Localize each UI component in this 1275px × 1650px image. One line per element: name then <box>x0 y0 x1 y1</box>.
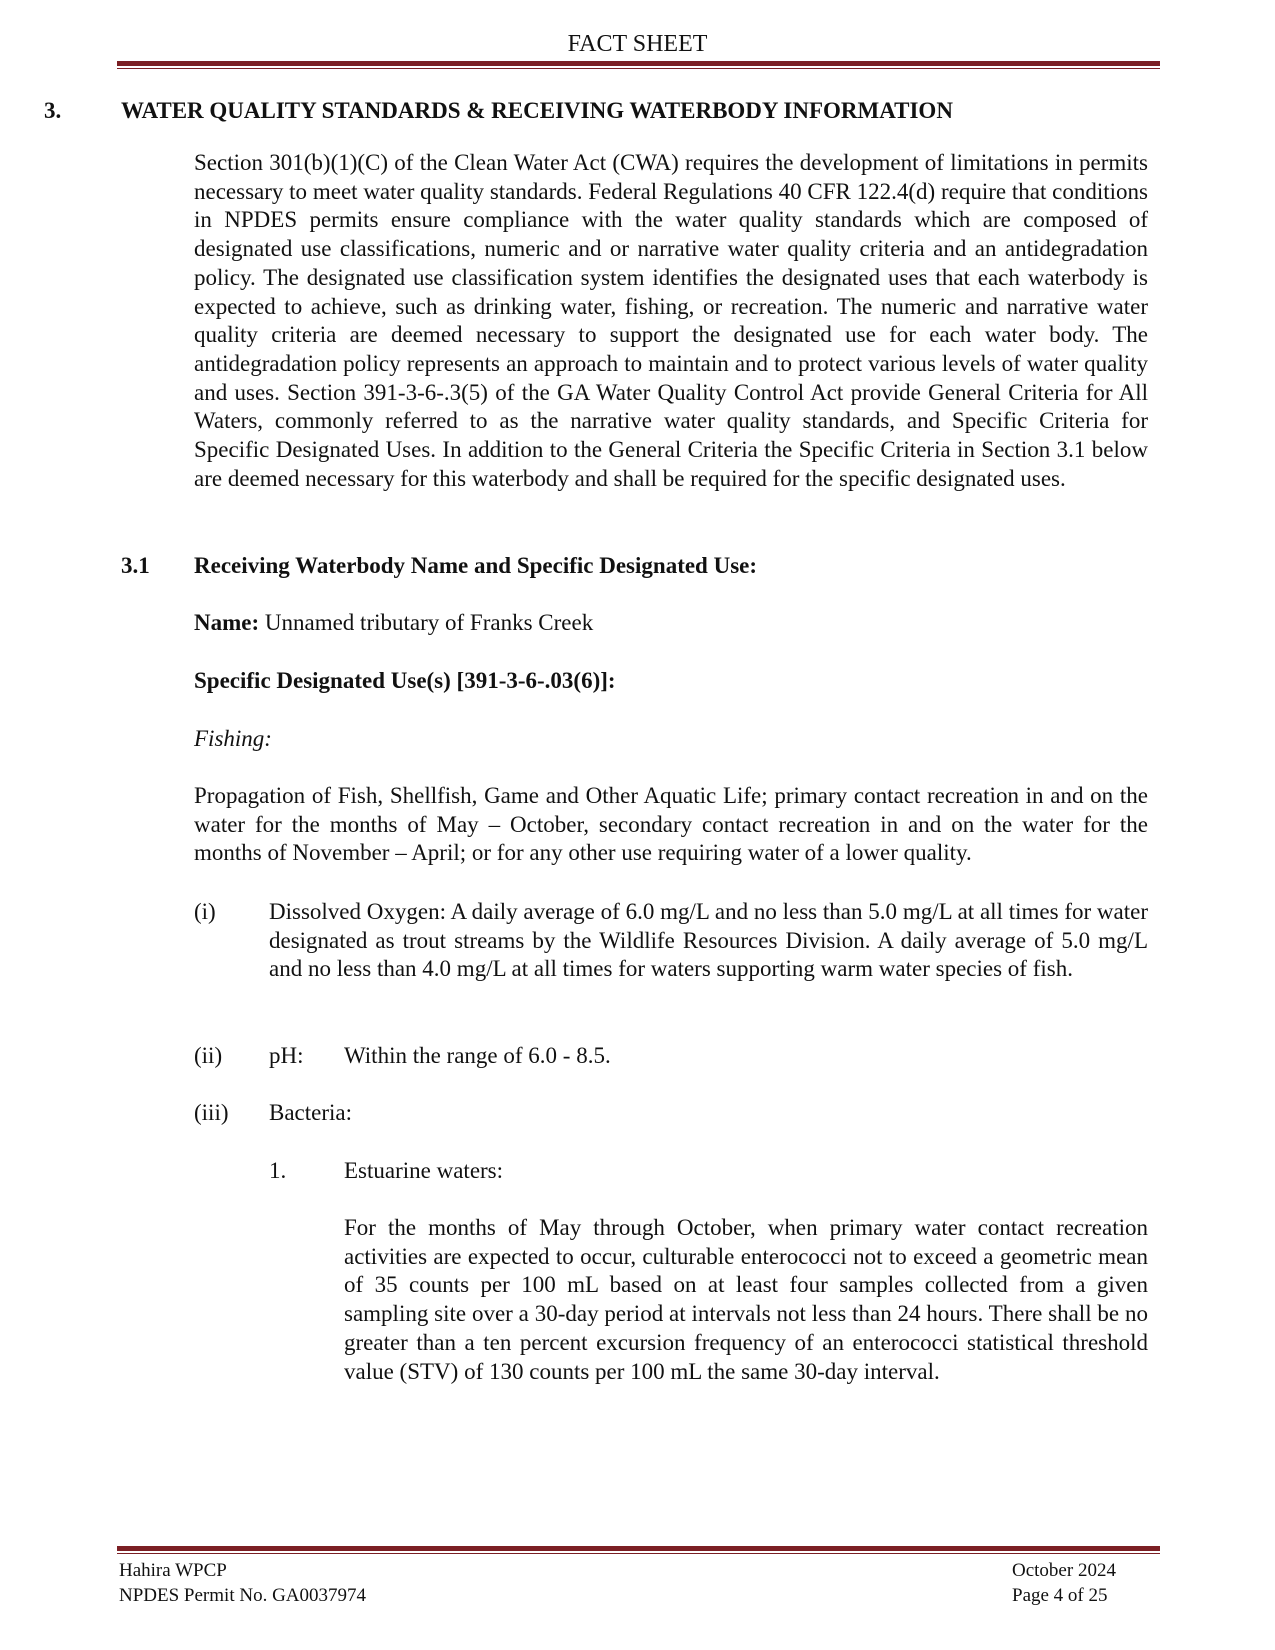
bacteria-item-marker: 1. <box>269 1158 287 1183</box>
criterion-marker: (i) <box>194 899 216 924</box>
criterion-marker: (ii) <box>194 1043 223 1068</box>
designated-use-description: Propagation of Fish, Shellfish, Game and Other Aquatic Life; primary contact recreation in and on the water for the months of May – October, secondary contact recreation in and on the water for the months of November – April; or for any other use requiring water of a lower quality. <box>194 783 1148 866</box>
criterion-dissolved-oxygen: Dissolved Oxygen: A daily average of 6.0 mg/L and no less than 5.0 mg/L at all times for water designated as trout streams by the Wildlife Resources Division. A daily average of 5.0 mg/L and no less than 4.0 mg/L at all times for waters supporting warm water species of fish. <box>269 899 1148 982</box>
footer-rule-thin <box>117 1553 1160 1554</box>
section-intro-paragraph: Section 301(b)(1)(C) of the Clean Water Act (CWA) requires the development of limitations in permits necessary to meet water quality standards. Federal Regulations 40 CFR 122.4(d) require that conditions in NPDES permits ensure compliance with the water quality standards which are composed of designated use classifications, numeric and or narrative water quality criteria and an antidegradation policy. The designated use classification system identifies the designated uses that each waterbody is expected to achieve, such as drinking water, fishing, or recreation. The numeric and narrative water quality criteria are deemed necessary to support the designated use for each water body. The antidegradation policy represents an approach to maintain and to protect various levels of water quality and uses. Section 391-3-6-.3(5) of the GA Water Quality Control Act provide General Criteria for All Waters, commonly referred to as the narrative water quality standards, and Specific Criteria for Specific Designated Uses. In addition to the General Criteria the Specific Criteria in Section 3.1 below are deemed necessary for this waterbody and shall be required for the specific designated uses. <box>194 150 1148 491</box>
header-rule <box>117 61 1160 66</box>
criterion-marker: (iii) <box>194 1100 229 1125</box>
header-rule-thin <box>117 68 1160 69</box>
footer-date: October 2024 <box>1012 1560 1116 1581</box>
waterbody-name-label: Name: <box>194 610 260 635</box>
designated-use-class: Fishing: <box>194 726 272 751</box>
footer-facility: Hahira WPCP <box>119 1560 227 1581</box>
waterbody-name <box>194 609 593 637</box>
designated-use-heading: Specific Designated Use(s) [391-3-6-.03(6)]: <box>194 668 616 693</box>
footer-page-number: Page 4 of 25 <box>1012 1585 1108 1606</box>
footer-permit-number: NPDES Permit No. GA0037974 <box>119 1585 367 1606</box>
criterion-bacteria: Bacteria: <box>269 1100 353 1125</box>
criterion-ph-label: pH: <box>269 1043 304 1068</box>
subsection-number: 3.1 <box>121 553 150 578</box>
subsection-title: Receiving Waterbody Name and Specific Designated Use: <box>194 553 758 578</box>
bacteria-item-text: For the months of May through October, when primary water contact recreation activities are expected to occur, culturable enterococci not to exceed a geometric mean of 35 counts per 100 mL based on at least four samples collected from a given sampling site over a 30-day period at intervals not less than 24 hours. There shall be no greater than a ten percent excursion frequency of an enterococci statistical threshold value (STV) of 130 counts per 100 mL the same 30-day interval. <box>344 1215 1148 1384</box>
section-title: WATER QUALITY STANDARDS & RECEIVING WATERBODY INFORMATION <box>121 98 953 123</box>
section-number: 3. <box>44 98 62 123</box>
page-header-title: FACT SHEET <box>567 31 708 57</box>
criterion-ph: Within the range of 6.0 - 8.5. <box>344 1043 611 1068</box>
footer-rule <box>117 1546 1160 1551</box>
waterbody-name-value: Unnamed tributary of Franks Creek <box>259 610 594 635</box>
bacteria-item-title: Estuarine waters: <box>344 1158 504 1183</box>
